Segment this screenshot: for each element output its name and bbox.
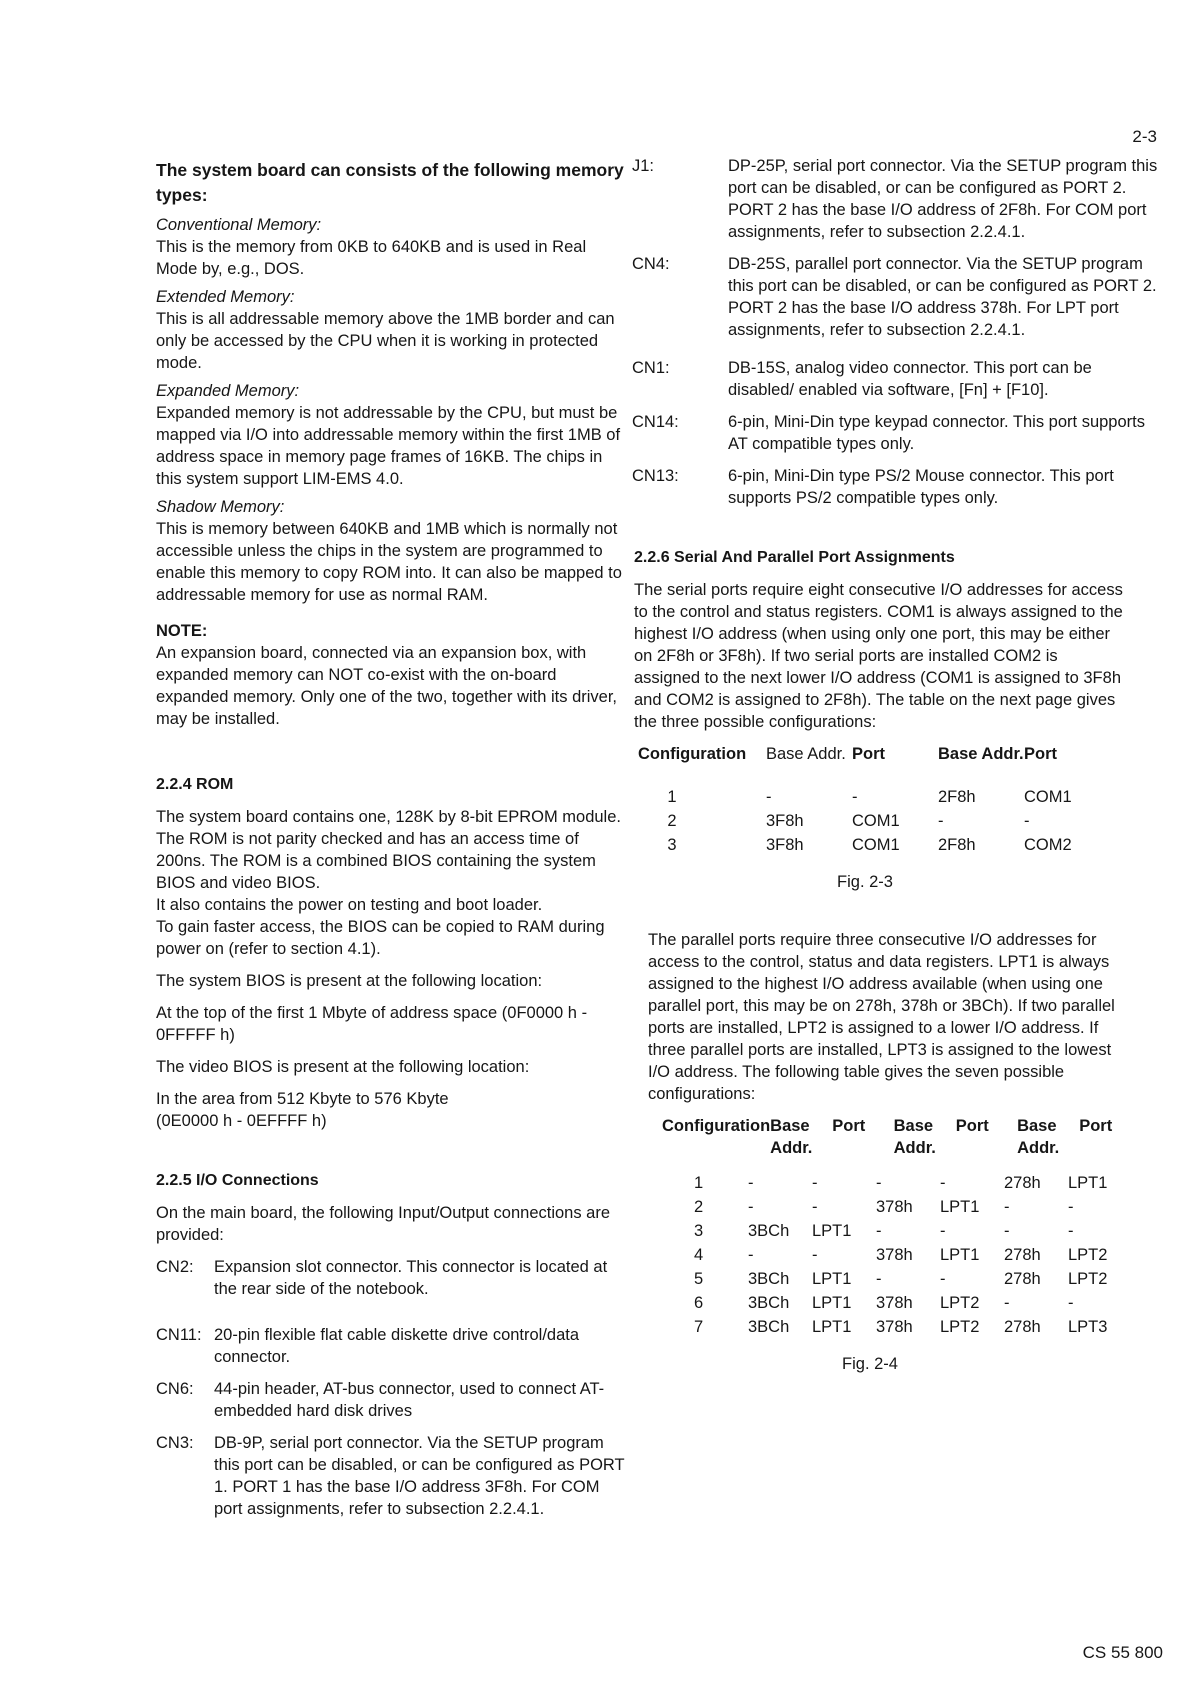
table-cell: COM1 xyxy=(852,812,900,830)
serial-config-table xyxy=(638,743,1104,857)
figure-caption-2-4: Fig. 2-4 xyxy=(842,1355,898,1373)
io-heading: 2.2.5 I/O Connections xyxy=(156,1172,319,1189)
rom-text-6: The video BIOS is present at the following location: xyxy=(156,1058,530,1076)
connector-cn2 xyxy=(156,1256,626,1300)
connector-label: CN14: xyxy=(632,413,679,431)
connector-cn6 xyxy=(156,1378,626,1422)
table-cell: 3BCh xyxy=(748,1222,790,1240)
table-cell: 2F8h xyxy=(938,836,976,854)
table-row xyxy=(662,1267,1116,1291)
connector-text: 6-pin, Mini-Din type PS/2 Mouse connector. This port supports PS/2 compatible types only. xyxy=(728,467,1114,507)
table-cell: 2F8h xyxy=(938,788,976,806)
table-cell: 278h xyxy=(1004,1174,1041,1192)
io-section xyxy=(156,1170,626,1520)
table-cell: 378h xyxy=(876,1246,913,1264)
extended-memory-title: Extended Memory: xyxy=(156,288,295,306)
table-cell: 3BCh xyxy=(748,1294,790,1312)
connector-label: CN4: xyxy=(632,255,670,273)
table-cell: LPT2 xyxy=(940,1318,980,1336)
table-cell: LPT2 xyxy=(1068,1270,1108,1288)
table-cell: 5 xyxy=(694,1270,704,1288)
table-cell: - xyxy=(812,1198,818,1216)
right-column xyxy=(632,155,1162,1375)
table-cell: 3F8h xyxy=(766,812,804,830)
table-cell: - xyxy=(812,1174,818,1192)
table-row xyxy=(662,1315,1116,1339)
rom-text-8: (0E0000 h - 0EFFFF h) xyxy=(156,1112,327,1130)
rom-text-4: The system BIOS is present at the following location: xyxy=(156,972,543,990)
rom-text-3: To gain faster access, the BIOS can be copied to RAM during power on (refer to section 4.1). xyxy=(156,918,605,958)
table-cell: - xyxy=(876,1270,882,1288)
page-number: 2-3 xyxy=(1132,127,1157,146)
serial-ports-text: The serial ports require eight consecutive I/O addresses for access to the control and status registers. COM1 is always assigned to the highest I/O address (when using only one port, this may be either on 2F8h or 3F8h). If two serial ports are installed COM2 is assigned to the next lower I/O address (COM1 is assigned to 3F8h and COM2 is assigned to 2F8h). The table on the next page gives the three possible configurations: xyxy=(634,581,1123,731)
table-cell: - xyxy=(1068,1294,1074,1312)
table-header: Base Addr. xyxy=(1017,1117,1060,1157)
table-cell: 278h xyxy=(1004,1246,1041,1264)
rom-section xyxy=(156,774,626,1132)
rom-text-2: It also contains the power on testing and boot loader. xyxy=(156,896,543,914)
footer-document-code: CS 55 800 xyxy=(1082,1643,1163,1662)
table-cell: 278h xyxy=(1004,1270,1041,1288)
connector-label: CN13: xyxy=(632,467,679,485)
connector-list-continued xyxy=(632,155,1162,509)
memory-types-heading: The system board can consists of the following memory types: xyxy=(156,160,624,205)
table-cell: COM1 xyxy=(852,836,900,854)
table-row xyxy=(638,833,1104,857)
connector-label: CN6: xyxy=(156,1380,194,1398)
connector-cn4 xyxy=(632,253,1162,341)
port-assignments-section xyxy=(634,519,1126,1375)
memory-types-section xyxy=(156,158,626,730)
table-cell: - xyxy=(748,1198,754,1216)
table-cell: 3 xyxy=(694,1222,704,1240)
table-cell: LPT1 xyxy=(812,1222,852,1240)
expanded-memory-title: Expanded Memory: xyxy=(156,382,300,400)
table-cell: 3 xyxy=(667,836,677,854)
connector-cn1 xyxy=(632,357,1162,401)
rom-text-7: In the area from 512 Kbyte to 576 Kbyte xyxy=(156,1090,449,1108)
table-cell: - xyxy=(766,788,772,806)
connector-label: CN3: xyxy=(156,1434,194,1452)
table-header: Port xyxy=(832,1117,866,1135)
table-row xyxy=(662,1243,1116,1267)
connector-text: DB-15S, analog video connector. This port can be disabled/ enabled via software, [Fn] + [F10]. xyxy=(728,359,1092,399)
parallel-ports-text: The parallel ports require three consecutive I/O addresses for access to the control, status and data registers. LPT1 is always assigned to the highest I/O address available (when using one parallel port, this may be on 278h, 378h or 3BCh). If two parallel ports are installed, LPT2 is assigned to a lower I/O address. If three parallel ports are installed, LPT3 is assigned to the lowest I/O address. The following table gives the seven possible configurations: xyxy=(648,931,1115,1103)
table-cell: 3BCh xyxy=(748,1270,790,1288)
table-cell: - xyxy=(748,1174,754,1192)
connector-label: CN2: xyxy=(156,1258,194,1276)
extended-memory-text: This is all addressable memory above the 1MB border and can only be accessed by the CPU when it is working in protected mode. xyxy=(156,310,615,372)
table-cell: - xyxy=(748,1246,754,1264)
figure-caption-2-3: Fig. 2-3 xyxy=(837,873,893,891)
table-row xyxy=(638,785,1104,809)
table-header: Configuration xyxy=(638,745,747,763)
table-row xyxy=(662,1291,1116,1315)
table-cell: LPT1 xyxy=(940,1246,980,1264)
table-header: Port xyxy=(1079,1117,1113,1135)
table-cell: LPT1 xyxy=(812,1270,852,1288)
connector-text: DB-9P, serial port connector. Via the SETUP program this port can be disabled, or can be configured as PORT 1. PORT 1 has the base I/O address 3F8h. For COM port assignments, refer to subsection 2.2.4.1. xyxy=(214,1434,625,1518)
table-cell: - xyxy=(1004,1222,1010,1240)
rom-heading: 2.2.4 ROM xyxy=(156,776,234,793)
table-cell: - xyxy=(938,812,944,830)
table-cell: LPT1 xyxy=(940,1198,980,1216)
table-cell: - xyxy=(1004,1198,1010,1216)
table-cell: - xyxy=(1024,812,1030,830)
table-cell: 378h xyxy=(876,1198,913,1216)
expanded-memory-text: Expanded memory is not addressable by the CPU, but must be mapped via I/O into addressable memory within the first 1MB of address space in memory page frames of 16KB. The chips in this system support LIM-EMS 4.0. xyxy=(156,404,621,488)
conventional-memory-text: This is the memory from 0KB to 640KB and is used in Real Mode by, e.g., DOS. xyxy=(156,238,587,278)
connector-text: 44-pin header, AT-bus connector, used to connect AT-embedded hard disk drives xyxy=(214,1380,605,1420)
table-cell: LPT1 xyxy=(1068,1174,1108,1192)
table-cell: - xyxy=(940,1222,946,1240)
port-assignments-heading: 2.2.6 Serial And Parallel Port Assignments xyxy=(634,549,955,566)
table-cell: 3F8h xyxy=(766,836,804,854)
left-column xyxy=(156,158,626,1530)
connector-text: Expansion slot connector. This connector is located at the rear side of the notebook. xyxy=(214,1258,608,1298)
connector-text: 6-pin, Mini-Din type keypad connector. This port supports AT compatible types only. xyxy=(728,413,1145,453)
table-cell: 378h xyxy=(876,1318,913,1336)
table-cell: - xyxy=(940,1174,946,1192)
parallel-config-rows xyxy=(662,1171,1116,1339)
table-cell: - xyxy=(852,788,858,806)
table-row xyxy=(662,1195,1116,1219)
table-cell: 2 xyxy=(694,1198,704,1216)
rom-text-1: The system board contains one, 128K by 8-bit EPROM module. The ROM is not parity checked and has an access time of 200ns. The ROM is a combined BIOS containing the system BIOS and video BIOS. xyxy=(156,808,621,892)
table-cell: - xyxy=(1004,1294,1010,1312)
table-row xyxy=(662,1219,1116,1243)
shadow-memory-title: Shadow Memory: xyxy=(156,498,285,516)
parallel-config-table xyxy=(662,1115,1126,1177)
table-cell: 1 xyxy=(694,1174,704,1192)
table-cell: - xyxy=(1068,1222,1074,1240)
table-cell: - xyxy=(1068,1198,1074,1216)
connector-text: DB-25S, parallel port connector. Via the SETUP program this port can be disabled, or can be configured as PORT 2. PORT 2 has the base I/O address 378h. For LPT port assignments, refer to subsection 2.2.4.1. xyxy=(728,255,1157,339)
table-cell: LPT2 xyxy=(940,1294,980,1312)
table-cell: - xyxy=(940,1270,946,1288)
table-cell: 3BCh xyxy=(748,1318,790,1336)
connector-cn11 xyxy=(156,1324,626,1368)
rom-text-5: At the top of the first 1 Mbyte of address space (0F0000 h - 0FFFFF h) xyxy=(156,1004,588,1044)
connector-text: DP-25P, serial port connector. Via the SETUP program this port can be disabled, or can be configured as PORT 2. PORT 2 has the base I/O address of 2F8h. For COM port assignments, refer to subsection 2.2.4.1. xyxy=(728,157,1158,241)
table-cell: - xyxy=(876,1222,882,1240)
table-header: Base Addr. xyxy=(893,1117,936,1157)
table-cell: 2 xyxy=(667,812,677,830)
table-cell: 378h xyxy=(876,1294,913,1312)
table-header: Base Addr. xyxy=(766,745,846,763)
connector-cn3 xyxy=(156,1432,626,1520)
connector-cn14 xyxy=(632,411,1162,455)
table-cell: LPT1 xyxy=(812,1318,852,1336)
table-header: Base Addr. xyxy=(770,1117,813,1157)
connector-j1 xyxy=(632,155,1162,243)
table-header: Base Addr. xyxy=(938,745,1024,763)
shadow-memory-text: This is memory between 640KB and 1MB which is normally not accessible unless the chips in the system are programmed to enable this memory to copy ROM into. It can also be mapped to addressable memory for use as normal RAM. xyxy=(156,520,622,604)
table-cell: COM1 xyxy=(1024,788,1072,806)
conventional-memory-title: Conventional Memory: xyxy=(156,216,322,234)
table-cell: - xyxy=(876,1174,882,1192)
table-header: Port xyxy=(852,745,885,763)
connector-cn13 xyxy=(632,465,1162,509)
connector-label: CN11: xyxy=(156,1326,202,1344)
table-cell: 7 xyxy=(694,1318,704,1336)
connector-label: J1: xyxy=(632,157,655,175)
table-cell: COM2 xyxy=(1024,836,1072,854)
connector-label: CN1: xyxy=(632,359,670,377)
table-cell: LPT1 xyxy=(812,1294,852,1312)
table-cell: 1 xyxy=(667,788,677,806)
note-text: An expansion board, connected via an expansion box, with expanded memory can NOT co-exist with the on-board expanded memory. Only one of the two, together with its driver, may be installed. xyxy=(156,644,618,728)
table-row xyxy=(662,1171,1116,1195)
table-header: Configuration xyxy=(662,1117,771,1135)
table-header: Port xyxy=(1024,745,1057,763)
io-intro: On the main board, the following Input/Output connections are provided: xyxy=(156,1204,611,1244)
table-row xyxy=(638,809,1104,833)
table-cell: 6 xyxy=(694,1294,704,1312)
table-cell: - xyxy=(812,1246,818,1264)
connector-text: 20-pin flexible flat cable diskette drive control/data connector. xyxy=(214,1326,580,1366)
table-cell: 4 xyxy=(694,1246,704,1264)
table-cell: LPT2 xyxy=(1068,1246,1108,1264)
table-cell: LPT3 xyxy=(1068,1318,1108,1336)
table-cell: 278h xyxy=(1004,1318,1041,1336)
table-header: Port xyxy=(955,1117,989,1135)
note-label: NOTE: xyxy=(156,622,208,640)
